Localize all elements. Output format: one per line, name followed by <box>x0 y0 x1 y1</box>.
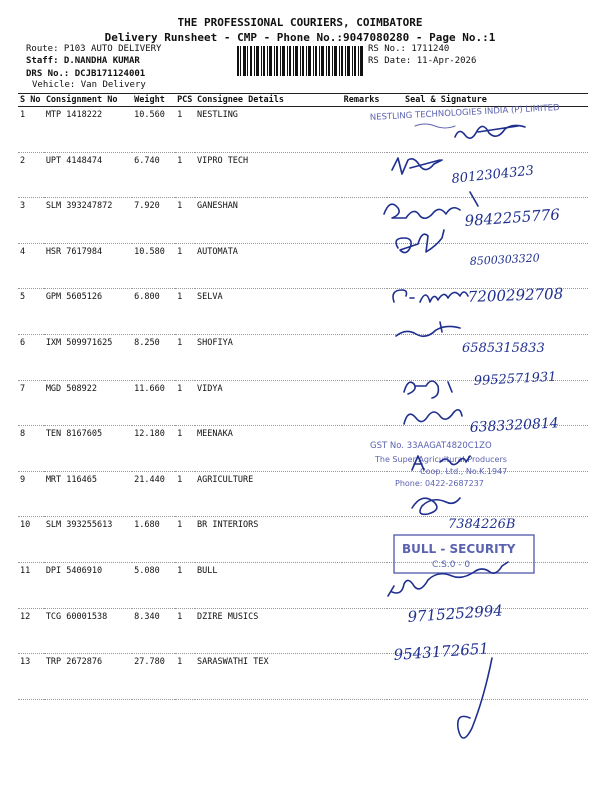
row-sno: 12 <box>18 608 44 654</box>
row-consignee: SELVA <box>195 289 342 335</box>
row-consignee: NESTLING <box>195 107 342 153</box>
row-weight: 27.780 <box>132 654 175 700</box>
agriculture-stamp <box>370 441 507 488</box>
bull-security-stamp <box>394 535 534 573</box>
row-weight: 5.080 <box>132 562 175 608</box>
staff-label: Staff: D.NANDHA KUMAR <box>26 56 140 66</box>
row-pcs: 1 <box>175 334 195 380</box>
nestling-stamp <box>370 103 561 128</box>
row-pcs: 1 <box>175 426 195 472</box>
col-weight: Weight <box>132 94 175 107</box>
runsheet-subtitle: Delivery Runsheet - CMP - Phone No.:9047080280 - Page No.:1 <box>104 31 496 44</box>
phone-row3: 9842255776 <box>464 205 561 230</box>
phone-row2: 8012304323 <box>450 163 535 187</box>
row-sno: 7 <box>18 380 44 426</box>
agri-gst-text: GST No. 33AAGAT4820C1ZO <box>370 441 492 451</box>
row-sno: 5 <box>18 289 44 335</box>
signature-row7 <box>404 381 452 398</box>
signature-row4 <box>396 230 444 253</box>
phone-row12-a: 9715252994 <box>407 601 504 626</box>
agri-line1-text: The Super Agricultural Producers <box>375 455 507 464</box>
signature-row2 <box>392 158 442 174</box>
row-pcs: 1 <box>175 517 195 563</box>
row-weight: 8.340 <box>132 608 175 654</box>
phone-row5: 7200292708 <box>467 284 564 306</box>
col-signature: Seal & Signature <box>387 94 588 107</box>
signature-row8 <box>404 410 462 424</box>
row-consignee: BULL <box>195 562 342 608</box>
col-consignment: Consignment No <box>44 94 132 107</box>
agri-phone-text: Phone: 0422-2687237 <box>395 479 484 488</box>
row-weight: 21.440 <box>132 471 175 517</box>
row-consignee: VIPRO TECH <box>195 152 342 198</box>
nestling-stamp-text: NESTLING TECHNOLOGIES INDIA (P) LIMITED <box>369 103 560 123</box>
rs-date: RS Date: 11-Apr-2026 <box>368 56 477 66</box>
bull-line1-text: BULL - SECURITY <box>402 542 516 556</box>
rs-number: RS No.: 1711240 <box>368 44 450 54</box>
company-title: THE PROFESSIONAL COURIERS, COIMBATORE <box>177 16 423 29</box>
row-pcs: 1 <box>175 243 195 289</box>
row-sno: 6 <box>18 334 44 380</box>
signature-row6 <box>396 322 460 336</box>
route-label: Route: P103 AUTO DELIVERY <box>26 44 162 54</box>
row-pcs: 1 <box>175 107 195 153</box>
row-consignment: DPI 5406910 <box>44 562 132 608</box>
bull-line2-text: C.S.0 - 0 <box>432 560 471 570</box>
row-consignee: SHOFIYA <box>195 334 342 380</box>
row-weight: 10.560 <box>132 107 175 153</box>
row-weight: 10.580 <box>132 243 175 289</box>
row-sno: 8 <box>18 426 44 472</box>
row-consignment: SLM 393247872 <box>44 198 132 244</box>
row-pcs: 1 <box>175 654 195 700</box>
col-pcs: PCS <box>175 94 195 107</box>
row-weight: 6.740 <box>132 152 175 198</box>
row-pcs: 1 <box>175 152 195 198</box>
row-consignment: MGD 508922 <box>44 380 132 426</box>
row-pcs: 1 <box>175 608 195 654</box>
row-consignment: TRP 2672876 <box>44 654 132 700</box>
phone-row7: 9952571931 <box>473 369 557 389</box>
row-consignee: VIDYA <box>195 380 342 426</box>
row-sno: 1 <box>18 107 44 153</box>
row-consignee: AUTOMATA <box>195 243 342 289</box>
drs-label: DRS No.: DCJB171124001 <box>26 69 146 79</box>
col-remarks: Remarks <box>342 94 387 107</box>
row-pcs: 1 <box>175 380 195 426</box>
phone-row8: 6383320814 <box>469 415 560 436</box>
row-sno: 10 <box>18 517 44 563</box>
row-consignment: UPT 4148474 <box>44 152 132 198</box>
row-pcs: 1 <box>175 198 195 244</box>
phone-row13: 9543172651 <box>393 639 490 664</box>
agri-line2-text: Coop. Ltd., No.K.1947 <box>420 467 508 476</box>
row-sno: 13 <box>18 654 44 700</box>
row-consignment: GPM 5605126 <box>44 289 132 335</box>
row-consignee: GANESHAN <box>195 198 342 244</box>
vehicle-label: Vehicle: Van Delivery <box>32 80 146 90</box>
row-pcs: 1 <box>175 289 195 335</box>
row-consignment: MRT 116465 <box>44 471 132 517</box>
row-weight: 7.920 <box>132 198 175 244</box>
row-consignment: HSR 7617984 <box>44 243 132 289</box>
col-consignee: Consignee Details <box>195 94 342 107</box>
row-pcs: 1 <box>175 471 195 517</box>
row-sno: 2 <box>18 152 44 198</box>
row-weight: 6.800 <box>132 289 175 335</box>
signature-row5 <box>393 290 468 302</box>
row-sno: 11 <box>18 562 44 608</box>
row-consignee: SARASWATHI TEX <box>195 654 342 700</box>
row-sno: 9 <box>18 471 44 517</box>
col-sno: S No <box>18 94 44 107</box>
row-consignment: SLM 393255613 <box>44 517 132 563</box>
phone-row6: 6585315833 <box>462 341 545 356</box>
row-weight: 12.180 <box>132 426 175 472</box>
row-consignee: MEENAKA <box>195 426 342 472</box>
row-consignment: MTP 1418222 <box>44 107 132 153</box>
row-consignment: IXM 509971625 <box>44 334 132 380</box>
row-weight: 11.660 <box>132 380 175 426</box>
row-pcs: 1 <box>175 562 195 608</box>
row-sno: 3 <box>18 198 44 244</box>
row-consignee: DZIRE MUSICS <box>195 608 342 654</box>
row-sno: 4 <box>18 243 44 289</box>
signature-row13 <box>458 658 492 738</box>
row-consignee: BR INTERIORS <box>195 517 342 563</box>
signature-row10 <box>412 498 460 514</box>
row-consignee: AGRICULTURE <box>195 471 342 517</box>
phone-row4: 8500303320 <box>469 251 541 268</box>
phone-row10: 7384226B <box>448 517 516 532</box>
row-weight: 1.680 <box>132 517 175 563</box>
row-weight: 8.250 <box>132 334 175 380</box>
row-consignment: TEN 8167605 <box>44 426 132 472</box>
row-consignment: TCG 60001538 <box>44 608 132 654</box>
